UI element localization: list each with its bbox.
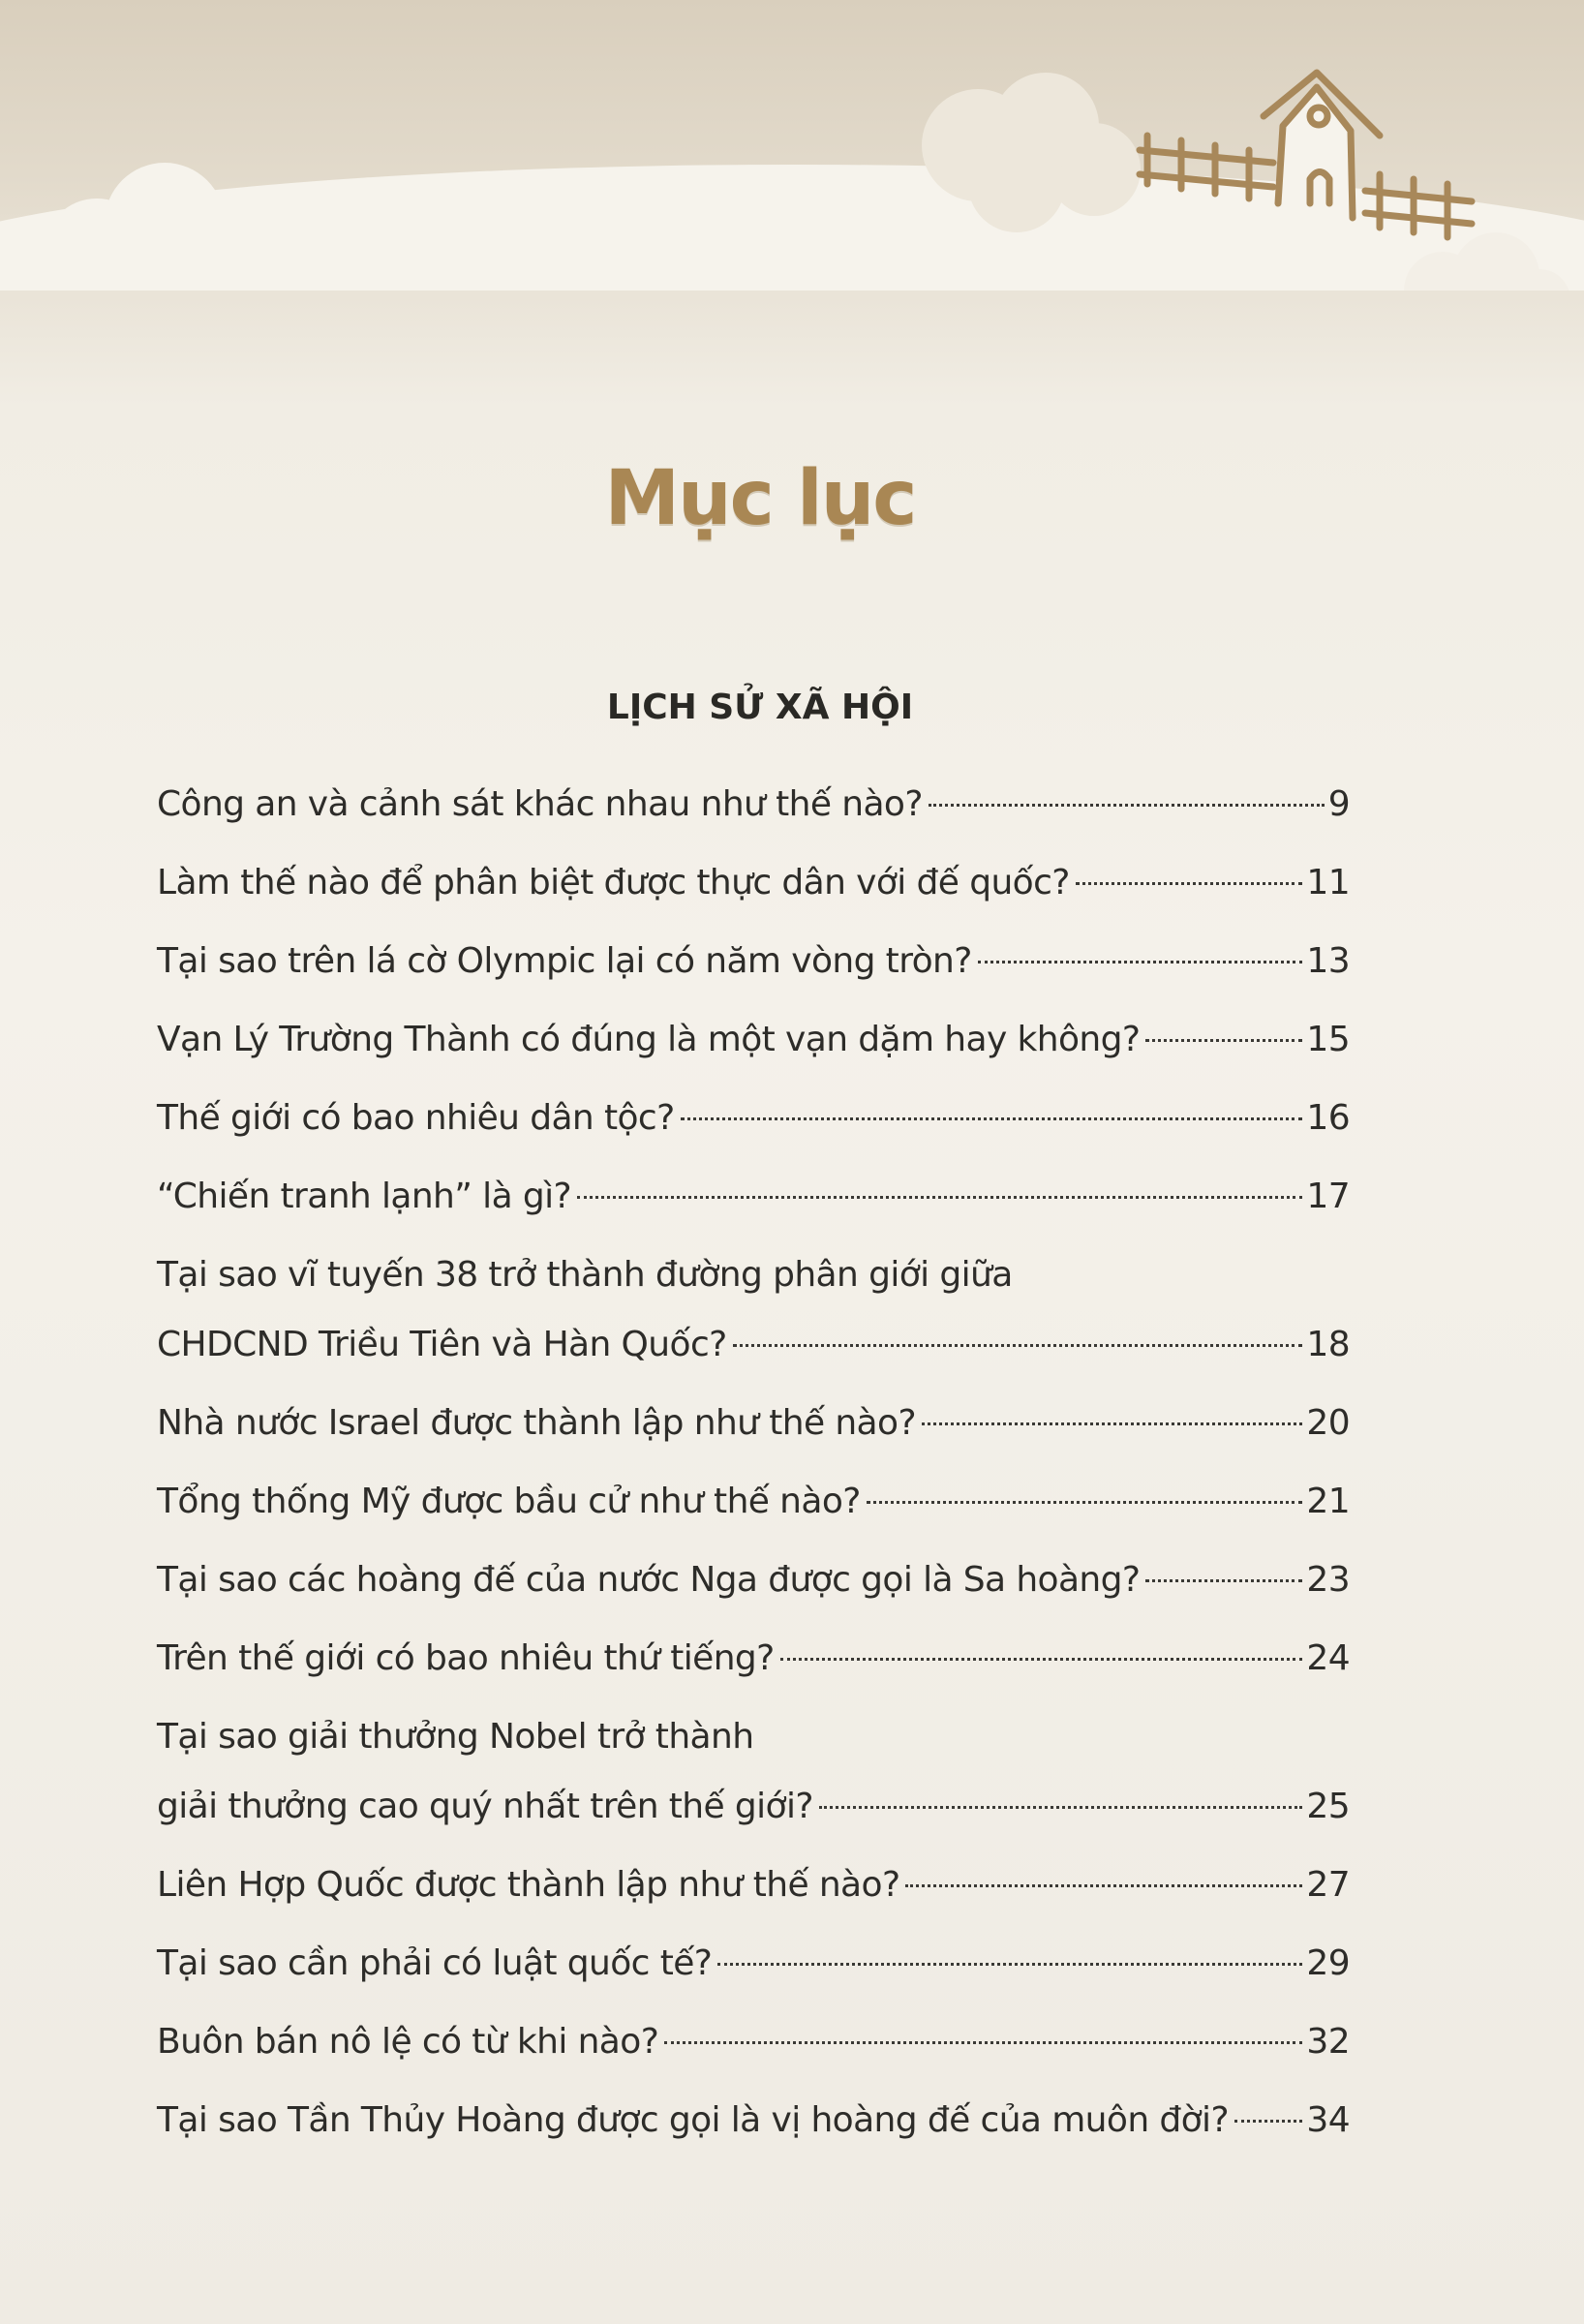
toc-entry-title-line: Làm thế nào để phân biệt được thực dân với đế quốc? xyxy=(157,863,1070,902)
toc-page-number: 24 xyxy=(1306,1638,1350,1678)
toc-entry-title-line: Tại sao trên lá cờ Olympic lại có năm vòng tròn? xyxy=(157,941,972,981)
toc-page-number: 25 xyxy=(1306,1787,1350,1826)
toc-entry-line xyxy=(157,1310,1350,1380)
toc-page-number: 20 xyxy=(1306,1403,1350,1443)
toc-entry-title-line: Vạn Lý Trường Thành có đúng là một vạn dặm hay không? xyxy=(157,1020,1141,1059)
dot-leader xyxy=(780,1658,1303,1661)
toc-page-number: 16 xyxy=(1306,1098,1350,1138)
dot-leader xyxy=(1076,882,1303,885)
dot-leader xyxy=(577,1196,1302,1199)
dot-leader xyxy=(819,1806,1303,1809)
toc-entry-title-line: Tại sao các hoàng đế của nước Nga được gọi là Sa hoàng? xyxy=(157,1560,1141,1600)
dot-leader xyxy=(681,1117,1303,1120)
toc-page-number: 21 xyxy=(1306,1482,1350,1521)
dot-leader xyxy=(929,804,1325,807)
toc-entry[interactable] xyxy=(157,1162,1350,1232)
dot-leader xyxy=(733,1344,1303,1347)
toc-entry-title-line: Tại sao Tần Thủy Hoàng được gọi là vị hoàng đế của muôn đời? xyxy=(157,2100,1229,2140)
toc-entry[interactable] xyxy=(157,1467,1350,1537)
toc-entry[interactable] xyxy=(157,1850,1350,1920)
toc-page-number: 29 xyxy=(1306,1943,1350,1983)
toc-page-number: 13 xyxy=(1306,941,1350,981)
dot-leader xyxy=(1145,1579,1302,1582)
toc-entry-title-line: giải thưởng cao quý nhất trên thế giới? xyxy=(157,1787,813,1826)
toc-page-number: 17 xyxy=(1306,1177,1350,1216)
dot-leader xyxy=(978,961,1303,963)
toc-entry-line xyxy=(157,1850,1350,1920)
toc-entry[interactable] xyxy=(157,1702,1350,1842)
toc-entry-title-line: Liên Hợp Quốc được thành lập như thế nào? xyxy=(157,1865,900,1905)
toc-entry-line xyxy=(157,1162,1350,1232)
toc-entry[interactable] xyxy=(157,1005,1350,1075)
toc-page-number: 23 xyxy=(1306,1560,1350,1600)
toc-entry-line xyxy=(157,1005,1350,1075)
toc-entry-line xyxy=(157,2007,1350,2077)
dot-leader xyxy=(905,1884,1302,1887)
table-of-contents xyxy=(157,770,1350,2164)
toc-entry-line xyxy=(157,1929,1350,1999)
toc-entry[interactable] xyxy=(157,2086,1350,2156)
toc-entry-title-line: Tại sao cần phải có luật quốc tế? xyxy=(157,1943,713,1983)
toc-entry-title-line: “Chiến tranh lạnh” là gì? xyxy=(157,1177,572,1216)
toc-entry[interactable] xyxy=(157,2007,1350,2077)
dot-leader xyxy=(1234,2120,1302,2123)
cloud-left-icon xyxy=(29,145,281,290)
dot-leader xyxy=(664,2041,1302,2044)
decorative-header xyxy=(0,0,1584,290)
dot-leader xyxy=(717,1963,1302,1966)
toc-entry-line xyxy=(157,1389,1350,1458)
toc-entry[interactable] xyxy=(157,927,1350,996)
toc-entry[interactable] xyxy=(157,1624,1350,1694)
dot-leader xyxy=(922,1422,1302,1425)
cloud-right-icon xyxy=(891,58,1162,252)
toc-entry-title-line: Công an và cảnh sát khác nhau như thế nào? xyxy=(157,784,923,824)
toc-page-number: 9 xyxy=(1327,784,1350,824)
toc-entry-line xyxy=(157,848,1350,918)
toc-entry-title-line: Nhà nước Israel được thành lập như thế nào? xyxy=(157,1403,916,1443)
toc-entry-line xyxy=(157,1624,1350,1694)
toc-entry[interactable] xyxy=(157,1389,1350,1458)
dot-leader xyxy=(1145,1039,1302,1042)
toc-entry-title-line: Tại sao giải thưởng Nobel trở thành xyxy=(157,1717,754,1757)
fence-house-icon xyxy=(1128,58,1496,261)
toc-entry[interactable] xyxy=(157,770,1350,840)
toc-entry-title-line: Thế giới có bao nhiêu dân tộc? xyxy=(157,1098,675,1138)
toc-entry-line xyxy=(157,770,1350,840)
toc-entry[interactable] xyxy=(157,1084,1350,1153)
toc-page-number: 32 xyxy=(1306,2022,1350,2062)
page-title: Mục lục xyxy=(604,455,916,542)
toc-entry[interactable] xyxy=(157,1240,1350,1380)
dot-leader xyxy=(867,1501,1303,1504)
toc-page-number: 15 xyxy=(1306,1020,1350,1059)
toc-entry-line xyxy=(157,1772,1350,1842)
toc-entry-title-line: CHDCND Triều Tiên và Hàn Quốc? xyxy=(157,1325,727,1364)
toc-entry[interactable] xyxy=(157,1545,1350,1615)
toc-page-number: 11 xyxy=(1306,863,1350,902)
toc-entry[interactable] xyxy=(157,1929,1350,1999)
toc-entry-line xyxy=(157,1467,1350,1537)
toc-entry-line xyxy=(157,2086,1350,2156)
toc-page-number: 18 xyxy=(1306,1325,1350,1364)
toc-entry-title-line: Buôn bán nô lệ có từ khi nào? xyxy=(157,2022,659,2062)
toc-entry-title-line: Tổng thống Mỹ được bầu cử như thế nào? xyxy=(157,1482,861,1521)
toc-entry-title-line: Trên thế giới có bao nhiêu thứ tiếng? xyxy=(157,1638,775,1678)
toc-page-number: 34 xyxy=(1306,2100,1350,2140)
toc-entry-title-line: Tại sao vĩ tuyến 38 trở thành đường phân giới giữa xyxy=(157,1255,1013,1295)
toc-entry-line xyxy=(157,927,1350,996)
toc-entry[interactable] xyxy=(157,848,1350,918)
section-heading: LỊCH SỬ XÃ HỘI xyxy=(606,688,914,727)
toc-entry-line xyxy=(157,1084,1350,1153)
toc-entry-line xyxy=(157,1545,1350,1615)
toc-page-number: 27 xyxy=(1306,1865,1350,1905)
